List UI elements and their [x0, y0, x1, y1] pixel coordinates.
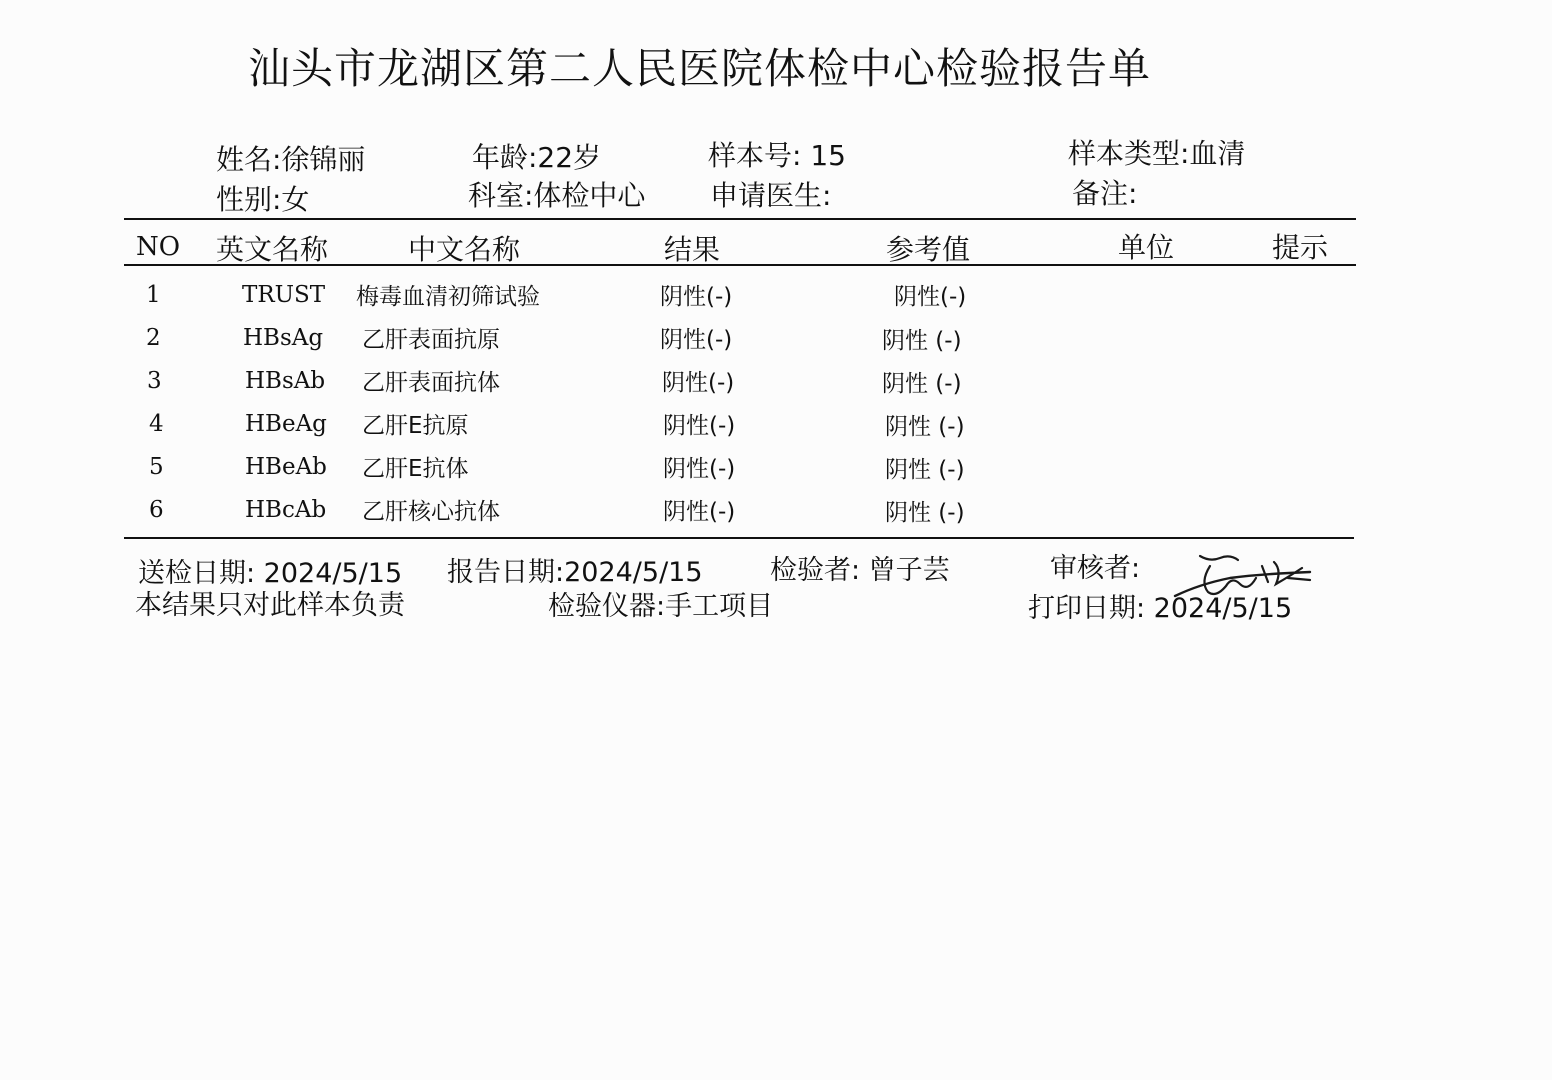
department: 科室:体检中心	[468, 179, 646, 212]
row-3-chinese-name: 乙肝表面抗体	[362, 370, 500, 396]
row-3-reference: 阴性 (-)	[882, 371, 962, 397]
patient-gender: 性别:女	[216, 183, 310, 216]
row-1-reference: 阴性(-)	[894, 284, 967, 310]
row-3-no: 3	[147, 368, 162, 394]
patient-age: 年龄:22岁	[472, 141, 602, 174]
report-title: 汕头市龙湖区第二人民医院体检中心检验报告单	[248, 44, 1152, 93]
sample-type: 样本类型:血清	[1068, 137, 1246, 170]
row-2-reference: 阴性 (-)	[882, 328, 962, 354]
table-top-rule	[124, 218, 1356, 220]
row-5-chinese-name: 乙肝E抗体	[362, 456, 469, 482]
row-4-no: 4	[149, 411, 164, 437]
row-2-no: 2	[146, 325, 161, 351]
row-6-chinese-name: 乙肝核心抗体	[362, 499, 500, 525]
row-5-result: 阴性(-)	[663, 456, 736, 482]
reviewer-label: 审核者:	[1050, 553, 1141, 584]
header-reference: 参考值	[886, 233, 971, 266]
row-1-result: 阴性(-)	[660, 284, 733, 310]
tester: 检验者: 曾子芸	[770, 555, 950, 586]
header-chinese-name: 中文名称	[408, 233, 521, 266]
disclaimer: 本结果只对此样本负责	[135, 590, 405, 621]
row-2-english-name: HBsAg	[243, 325, 324, 351]
row-1-chinese-name: 梅毒血清初筛试验	[356, 284, 540, 310]
row-6-english-name: HBcAb	[245, 497, 327, 523]
row-6-reference: 阴性 (-)	[885, 500, 965, 526]
sample-number: 样本号: 15	[708, 139, 846, 172]
row-3-result: 阴性(-)	[662, 370, 735, 396]
header-unit: 单位	[1118, 231, 1175, 264]
row-4-chinese-name: 乙肝E抗原	[362, 413, 469, 439]
row-4-english-name: HBeAg	[245, 411, 327, 437]
row-5-reference: 阴性 (-)	[885, 457, 965, 483]
instrument: 检验仪器:手工项目	[548, 591, 774, 622]
row-2-chinese-name: 乙肝表面抗原	[362, 327, 500, 353]
row-6-no: 6	[149, 497, 164, 523]
table-bottom-rule	[124, 537, 1354, 539]
row-5-english-name: HBeAb	[245, 454, 327, 480]
header-hint: 提示	[1272, 231, 1329, 264]
header-result: 结果	[664, 233, 721, 266]
row-6-result: 阴性(-)	[663, 499, 736, 525]
row-1-english-name: TRUST	[242, 282, 326, 308]
header-english-name: 英文名称	[216, 233, 329, 266]
print-date: 打印日期: 2024/5/15	[1028, 593, 1293, 624]
row-4-result: 阴性(-)	[663, 413, 736, 439]
submit-date: 送检日期: 2024/5/15	[138, 558, 403, 589]
row-5-no: 5	[149, 454, 164, 480]
row-2-result: 阴性(-)	[660, 327, 733, 353]
row-3-english-name: HBsAb	[245, 368, 326, 394]
reviewer-signature-icon	[1170, 548, 1320, 608]
patient-name: 姓名:徐锦丽	[216, 143, 366, 176]
remark: 备注:	[1072, 177, 1138, 210]
requesting-doctor: 申请医生:	[710, 179, 832, 212]
header-no: NO	[136, 232, 181, 262]
row-4-reference: 阴性 (-)	[885, 414, 965, 440]
row-1-no: 1	[146, 282, 161, 308]
report-date: 报告日期:2024/5/15	[447, 557, 703, 588]
